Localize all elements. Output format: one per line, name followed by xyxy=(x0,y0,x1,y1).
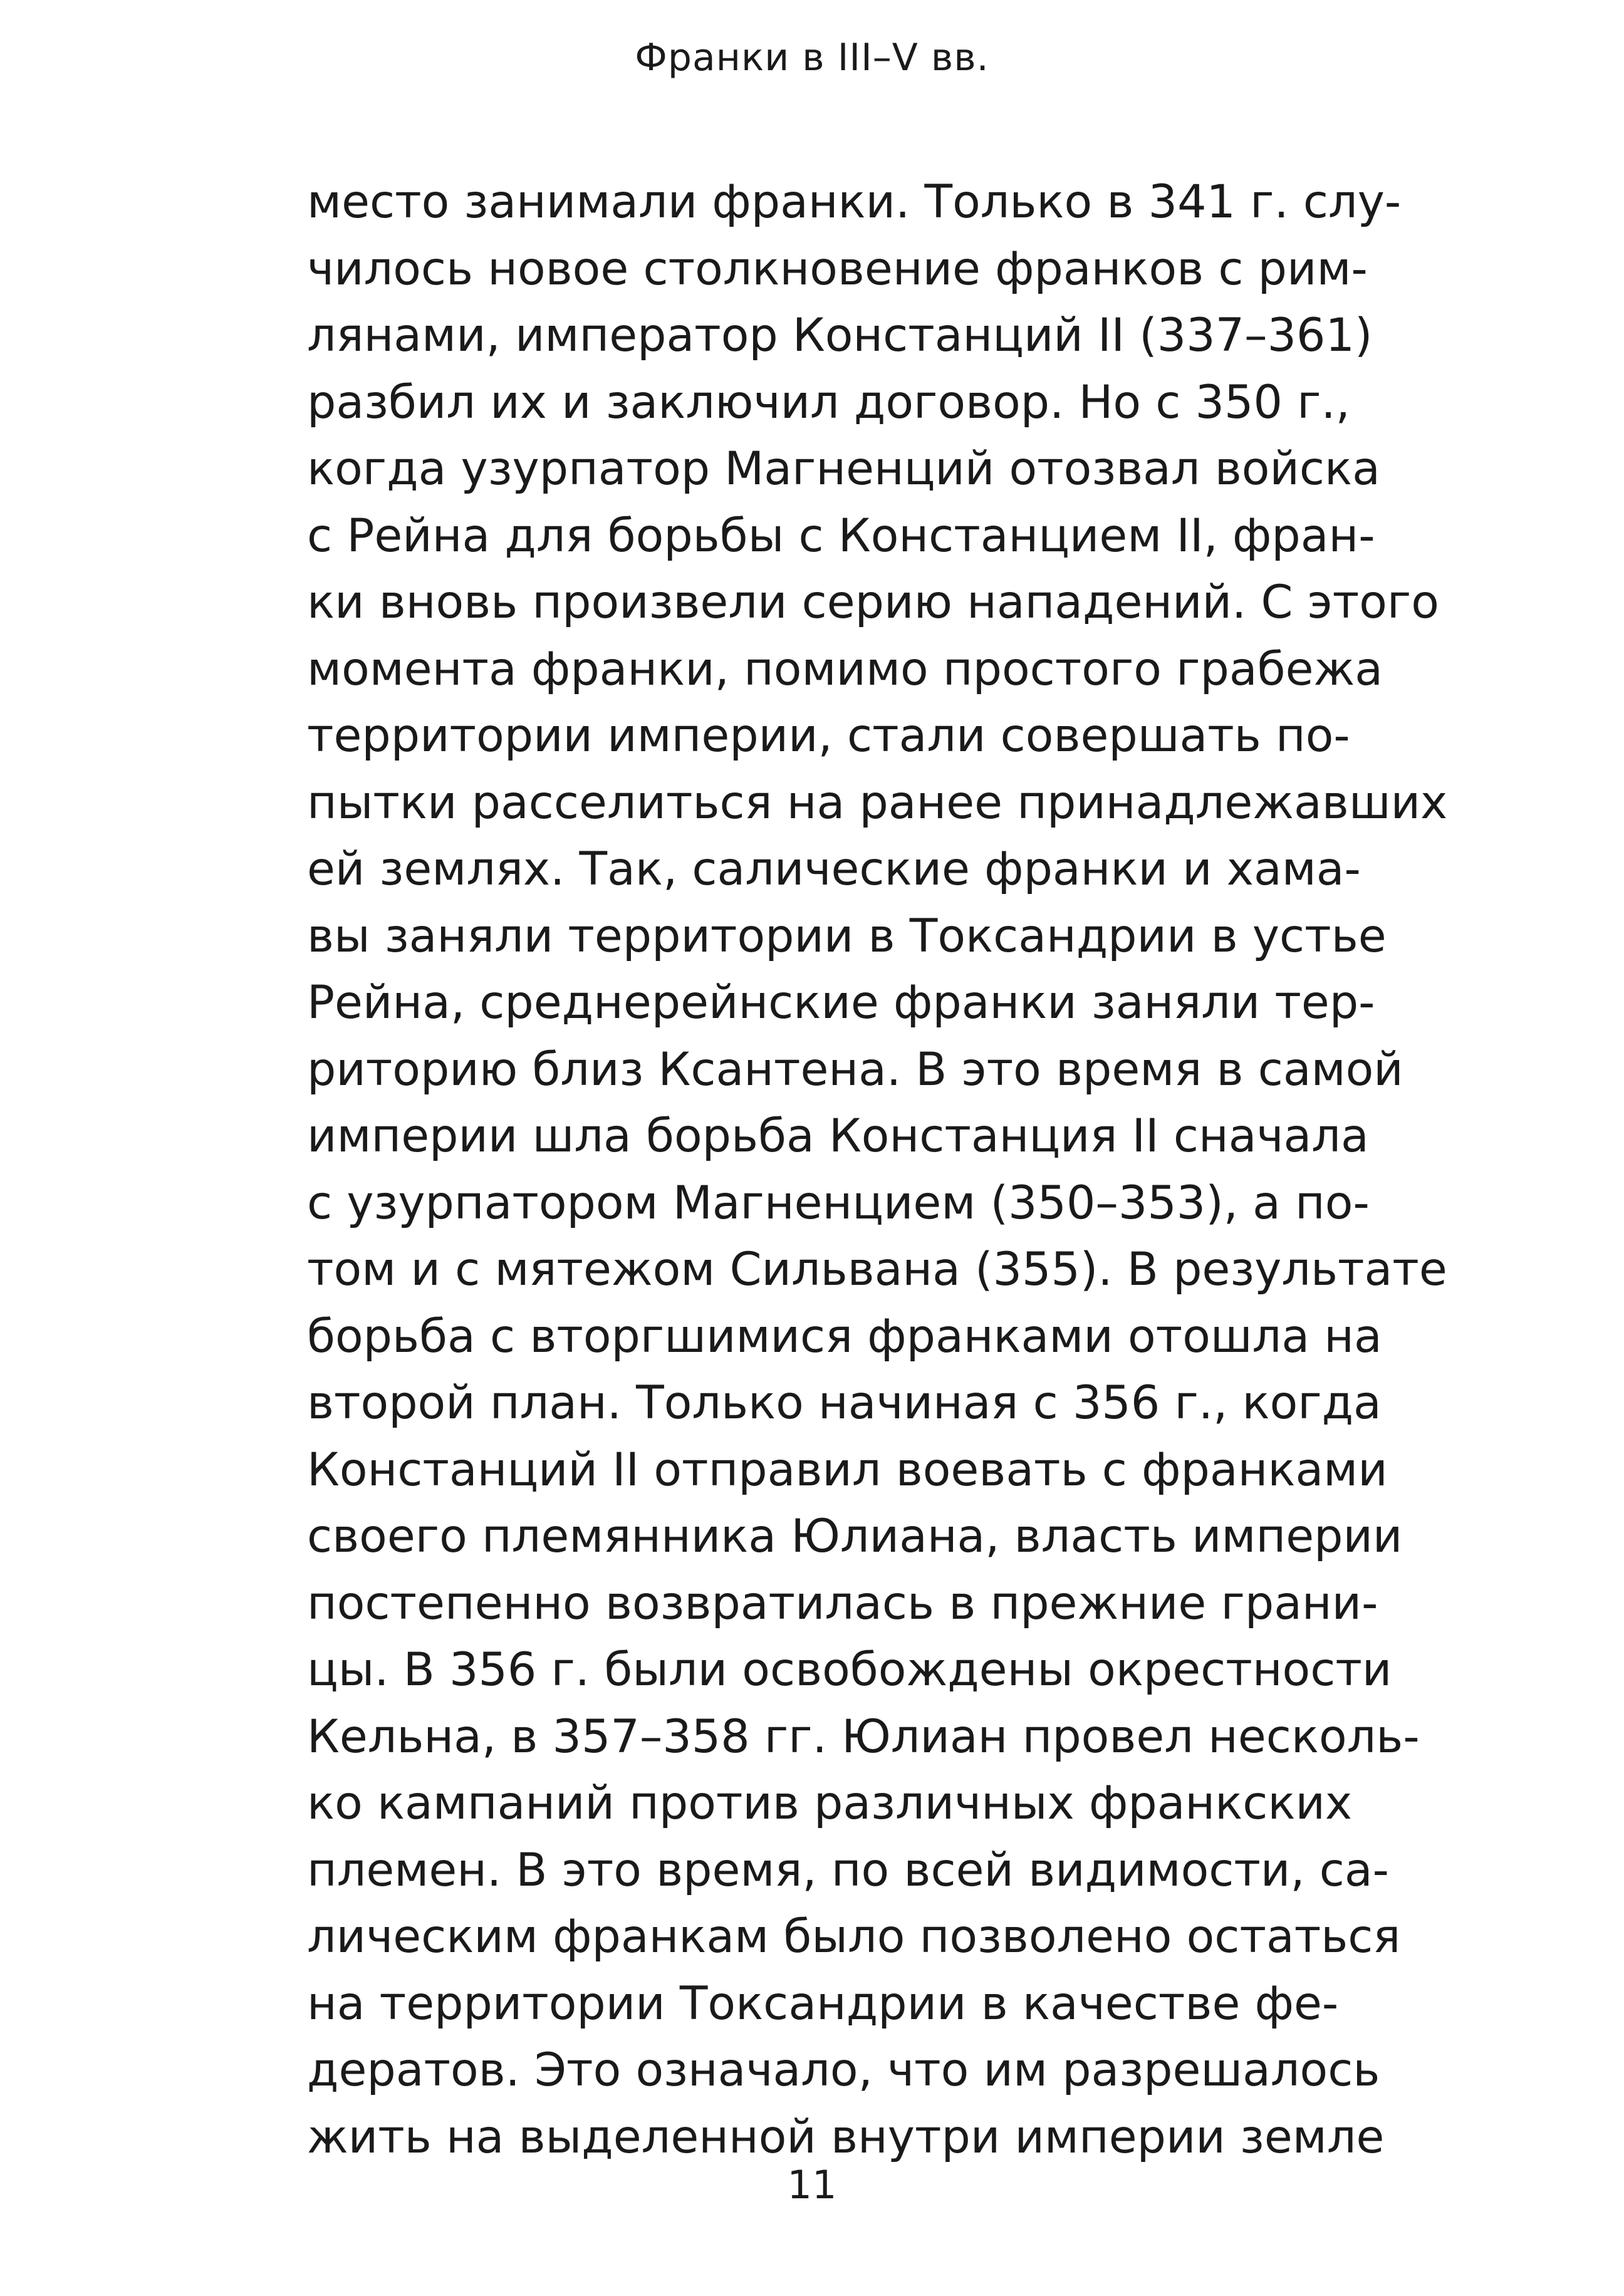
text-line: ко кампаний против различных франкских xyxy=(307,1777,1353,1830)
running-header: Франки в III–V вв. xyxy=(635,36,989,80)
text-line: вы заняли территории в Токсандрии в устье xyxy=(307,909,1387,963)
text-line: когда узурпатор Магненций отозвал войска xyxy=(307,442,1380,496)
text-line: с Рейна для борьбы с Констанцием II, фран- xyxy=(307,509,1375,563)
text-line: лянами, император Констанций II (337–361) xyxy=(307,309,1373,362)
text-line: ей землях. Так, салические франки и хама- xyxy=(307,843,1361,896)
text-line: пытки расселиться на ранее принадлежавших xyxy=(307,776,1448,829)
text-line: Констанций II отправил воевать с франками xyxy=(307,1443,1388,1497)
text-line: разбил их и заключил договор. Но с 350 г., xyxy=(307,375,1350,429)
text-line: риторию близ Ксантена. В это время в самой xyxy=(307,1042,1403,1096)
text-line: том и с мятежом Сильвана (355). В результате xyxy=(307,1243,1447,1296)
text-line: постепенно возвратилась в прежние грани- xyxy=(307,1576,1378,1630)
text-line: империи шла борьба Констанция II сначала xyxy=(307,1109,1369,1163)
text-line: своего племянника Юлиана, власть империи xyxy=(307,1510,1403,1563)
text-line: борьба с вторгшимися франками отошла на xyxy=(307,1309,1382,1363)
page-number: 11 xyxy=(787,2162,837,2208)
text-line: момента франки, помимо простого грабежа xyxy=(307,642,1383,696)
text-line: территории империи, стали совершать по- xyxy=(307,709,1350,762)
text-line: чилось новое столкновение франков с рим- xyxy=(307,242,1368,296)
text-line: Кельна, в 357–358 гг. Юлиан провел несколь- xyxy=(307,1710,1420,1764)
text-line: с узурпатором Магненцием (350–353), а по- xyxy=(307,1176,1370,1230)
text-line: жить на выделенной внутри империи земле xyxy=(307,2110,1385,2164)
text-line: второй план. Только начиная с 356 г., когда xyxy=(307,1376,1382,1430)
text-line: место занимали франки. Только в 341 г. слу- xyxy=(307,175,1402,229)
text-line: дератов. Это означало, что им разрешалось xyxy=(307,2044,1380,2097)
text-line: на территории Токсандрии в качестве фе- xyxy=(307,1977,1339,2030)
text-line: ки вновь произвели серию нападений. С этого xyxy=(307,576,1439,629)
body-text xyxy=(307,169,1448,2171)
text-line: племен. В это время, по всей видимости, са- xyxy=(307,1843,1389,1897)
text-line: цы. В 356 г. были освобождены окрестности xyxy=(307,1643,1392,1696)
text-line: Рейна, среднерейнские франки заняли тер- xyxy=(307,976,1375,1029)
text-line: лическим франкам было позволено остаться xyxy=(307,1910,1401,1963)
